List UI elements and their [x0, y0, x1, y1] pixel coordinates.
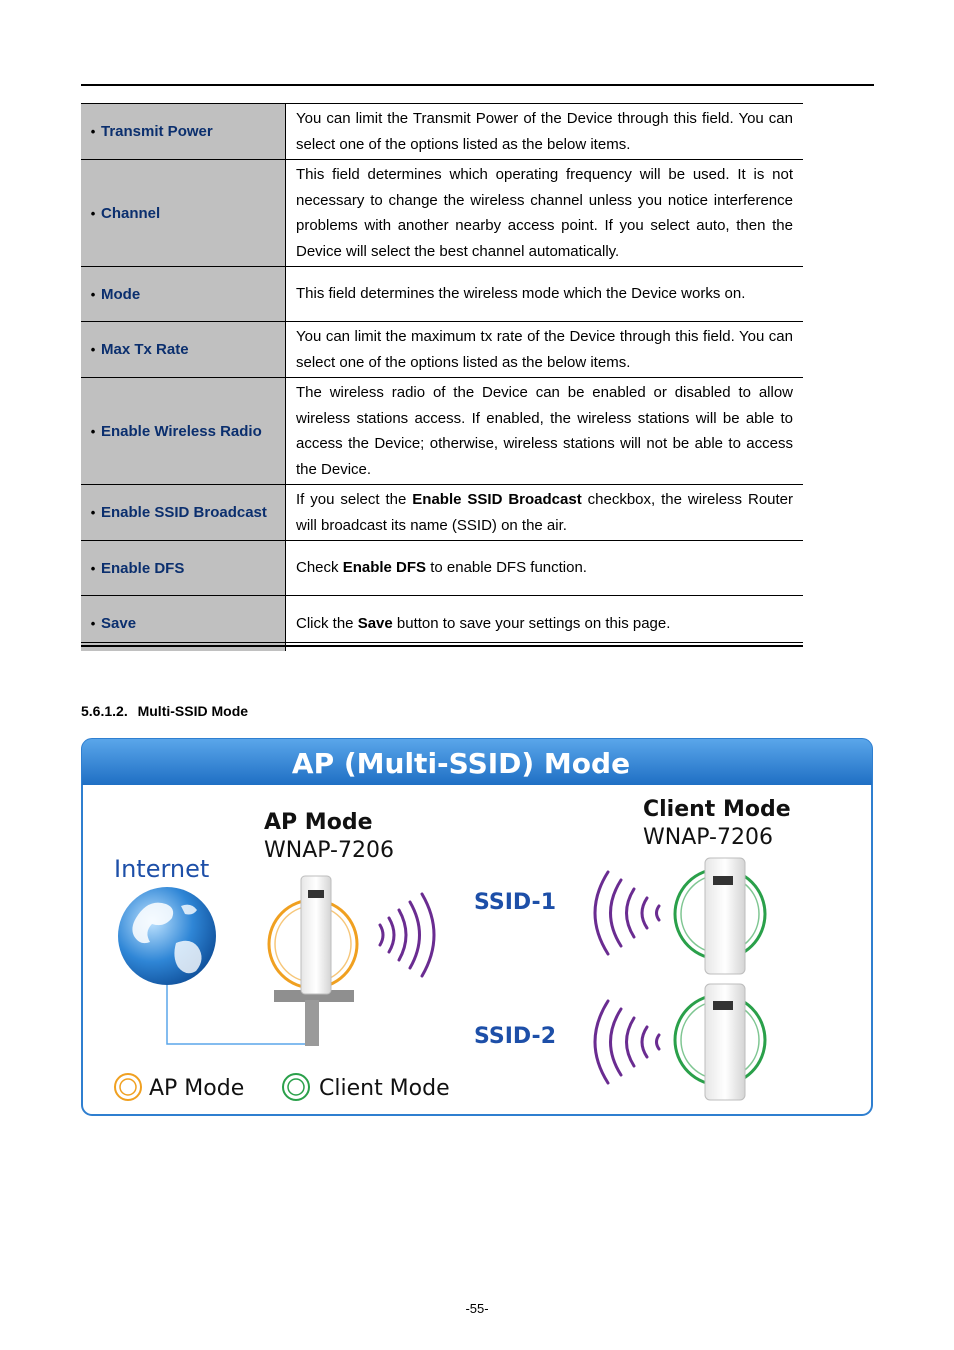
section-heading — [81, 703, 248, 719]
description-text: The wireless radio of the Device can be enabled or disabled to allow wireless stations access. If enabled, the wireless stations will be able to access the Device; otherwise, wireless stations will not be able to access the Device. — [296, 384, 793, 478]
param-description — [286, 160, 804, 267]
globe-icon — [118, 887, 216, 985]
param-label-cell — [81, 267, 286, 322]
table-bottom-rule — [81, 642, 803, 643]
param-label-cell — [81, 104, 286, 160]
table-row — [81, 378, 803, 485]
client-mode-title: Client Mode — [643, 797, 791, 822]
legend-client-label: Client Mode — [319, 1076, 450, 1101]
table-row — [81, 160, 803, 267]
table-row — [81, 541, 803, 596]
param-label: Save — [101, 614, 137, 632]
param-label: Enable Wireless Radio — [101, 422, 262, 440]
bullet-icon: • — [90, 423, 96, 439]
param-label: Max Tx Rate — [101, 341, 189, 358]
description-text: You can limit the maximum tx rate of the Device through this field. You can select one of the options listed as the below items. — [296, 328, 793, 371]
parameter-table — [81, 103, 803, 651]
description-text: This field determines the wireless mode which the Device works on. — [296, 285, 746, 303]
table-row — [81, 485, 803, 541]
description-text: Click the — [296, 614, 358, 632]
internet-label: Internet — [114, 855, 210, 883]
param-label: Transmit Power — [101, 123, 213, 140]
description-text: If you select the — [296, 491, 413, 508]
description-text: checkbox, the wireless Router will broadcast its name (SSID) on the air. — [296, 491, 794, 534]
param-description — [286, 267, 804, 322]
bullet-icon: • — [90, 615, 96, 631]
description-text: to enable DFS function. — [426, 559, 587, 577]
description-text: button to save your settings on this page. — [392, 614, 671, 632]
param-description — [286, 541, 804, 596]
bullet-icon: • — [90, 560, 96, 576]
bullet-icon: • — [90, 505, 96, 520]
section-number: 5.6.1.2. — [81, 703, 128, 719]
ap-mode-title: AP Mode — [264, 810, 373, 835]
description-emphasis: Save — [357, 614, 393, 632]
table-bottom-rule-thick — [81, 645, 803, 647]
description-text: Check — [296, 559, 343, 577]
table-row — [81, 322, 803, 378]
description-emphasis: Enable SSID Broadcast — [412, 491, 582, 508]
bullet-icon: • — [90, 205, 96, 221]
param-label: Channel — [101, 204, 161, 222]
section-title: Multi-SSID Mode — [137, 703, 249, 719]
client-model: WNAP-7206 — [643, 825, 773, 850]
param-label-cell — [81, 378, 286, 485]
param-label: Mode — [101, 285, 141, 303]
diagram-title: AP (Multi-SSID) Mode — [291, 747, 631, 780]
bullet-icon: • — [90, 342, 96, 357]
param-description — [286, 322, 804, 378]
param-label-cell — [81, 160, 286, 267]
ssid-2-label: SSID-2 — [474, 1024, 556, 1049]
description-emphasis: Enable DFS — [342, 559, 427, 577]
param-label-cell — [81, 322, 286, 378]
param-description — [286, 104, 804, 160]
page-number: -55- — [465, 1301, 489, 1316]
description-text: You can limit the Transmit Power of the Device through this field. You can select one of the options listed as the below items. — [296, 110, 793, 153]
description-text: This field determines which operating frequency will be used. It is not necessary to change the wireless channel unless you notice interference problems with another nearby access point. If you select auto, then the Device will select the best channel automatically. — [296, 166, 793, 260]
ssid-1-label: SSID-1 — [474, 890, 556, 915]
param-label-cell — [81, 485, 286, 541]
param-description — [286, 485, 804, 541]
bullet-icon: • — [90, 124, 96, 139]
param-label: Enable DFS — [101, 559, 185, 577]
legend-ap-label: AP Mode — [149, 1076, 245, 1101]
param-description — [286, 378, 804, 485]
ap-model: WNAP-7206 — [264, 838, 394, 863]
param-label-cell — [81, 541, 286, 596]
multi-ssid-diagram — [81, 738, 873, 1116]
param-label: Enable SSID Broadcast — [101, 504, 267, 521]
table-row — [81, 104, 803, 160]
bullet-icon: • — [90, 286, 96, 302]
top-rule — [81, 84, 874, 86]
table-row — [81, 267, 803, 322]
